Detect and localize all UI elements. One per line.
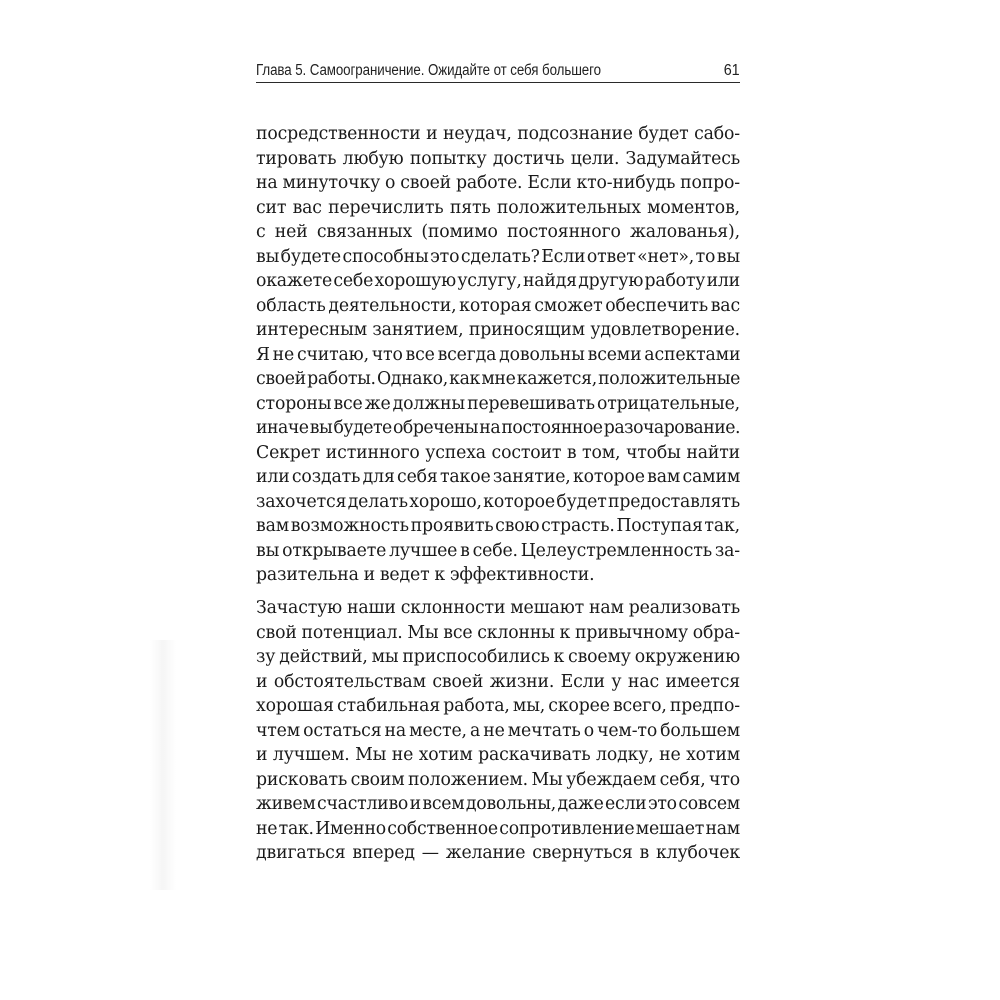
text-line: своей работы. Однако, как мне кажется, положительные: [256, 369, 740, 389]
text-line: не так. Именно собственное сопротивление мешает нам: [256, 818, 740, 839]
text-line: захочется делать хорошо, которое будет предоставлять: [256, 491, 740, 512]
header-rule: [256, 82, 740, 83]
paragraph-1: [256, 122, 740, 588]
text-line: вам возможность проявить свою страсть. Поступая так,: [256, 516, 740, 536]
text-line: и обстоятельствам своей жизни. Если у нас имеется: [256, 671, 740, 692]
text-line: живем счастливо и всем довольны, даже если это совсем: [256, 794, 740, 814]
text-line: или создать для себя такое занятие, которое вам самим: [256, 467, 741, 487]
text-line: область деятельности, которая сможет обеспечить вас: [256, 295, 740, 316]
page-edge-shadow: [150, 640, 176, 890]
text-line: вы открываете лучшее в себе. Целеустремленность за-: [256, 540, 740, 561]
text-line: зу действий, мы приспособились к своему окружению: [256, 647, 740, 667]
text-line: интересным занятием, приносящим удовлетворение.: [256, 320, 740, 340]
text-line: Зачастую наши склонности мешают нам реализовать: [256, 598, 740, 618]
text-line: окажете себе хорошую услугу, найдя другую работу или: [256, 271, 740, 291]
text-line: двигаться вперед — желание свернуться в клубочек: [256, 843, 740, 863]
text-line: хорошая стабильная работа, мы, скорее всего, предпо-: [256, 696, 740, 716]
text-line: с ней связанных (помимо постоянного жалованья),: [256, 222, 740, 242]
chapter-title: Глава 5. Самоограничение. Ожидайте от себя большего: [256, 62, 601, 79]
text-line: и лучшем. Мы не хотим раскачивать лодку, не хотим: [256, 745, 740, 765]
text-line: разительна и ведет к эффективности.: [256, 565, 595, 585]
text-line: тировать любую попытку достичь цели. Задумайтесь: [256, 148, 740, 169]
text-line: свой потенциал. Мы все склонны к привычному обра-: [256, 622, 740, 643]
text-line: сит вас перечислить пять положительных моментов,: [256, 197, 740, 218]
running-header: [256, 58, 740, 80]
text-line: иначе вы будете обречены на постоянное разочарование.: [256, 418, 740, 438]
paragraph-2: [256, 596, 740, 866]
text-line: вы будете способны это сделать? Если ответ «нет», то вы: [256, 246, 740, 267]
text-line: чтем остаться на месте, а не мечтать о чем-то большем: [256, 720, 741, 741]
text-line: Секрет истинного успеха состоит в том, чтобы найти: [256, 442, 740, 463]
text-line: на минуточку о своей работе. Если кто-нибудь попро-: [256, 173, 740, 193]
text-line: посредственности и неудач, подсознание будет сабо-: [256, 124, 740, 144]
text-line: рисковать своим положением. Мы убеждаем себя, что: [256, 769, 740, 790]
page-number: 61: [724, 62, 740, 79]
text-line: Я не считаю, что все всегда довольны всеми аспектами: [256, 344, 741, 365]
text-line: стороны все же должны перевешивать отрицательные,: [256, 393, 740, 414]
